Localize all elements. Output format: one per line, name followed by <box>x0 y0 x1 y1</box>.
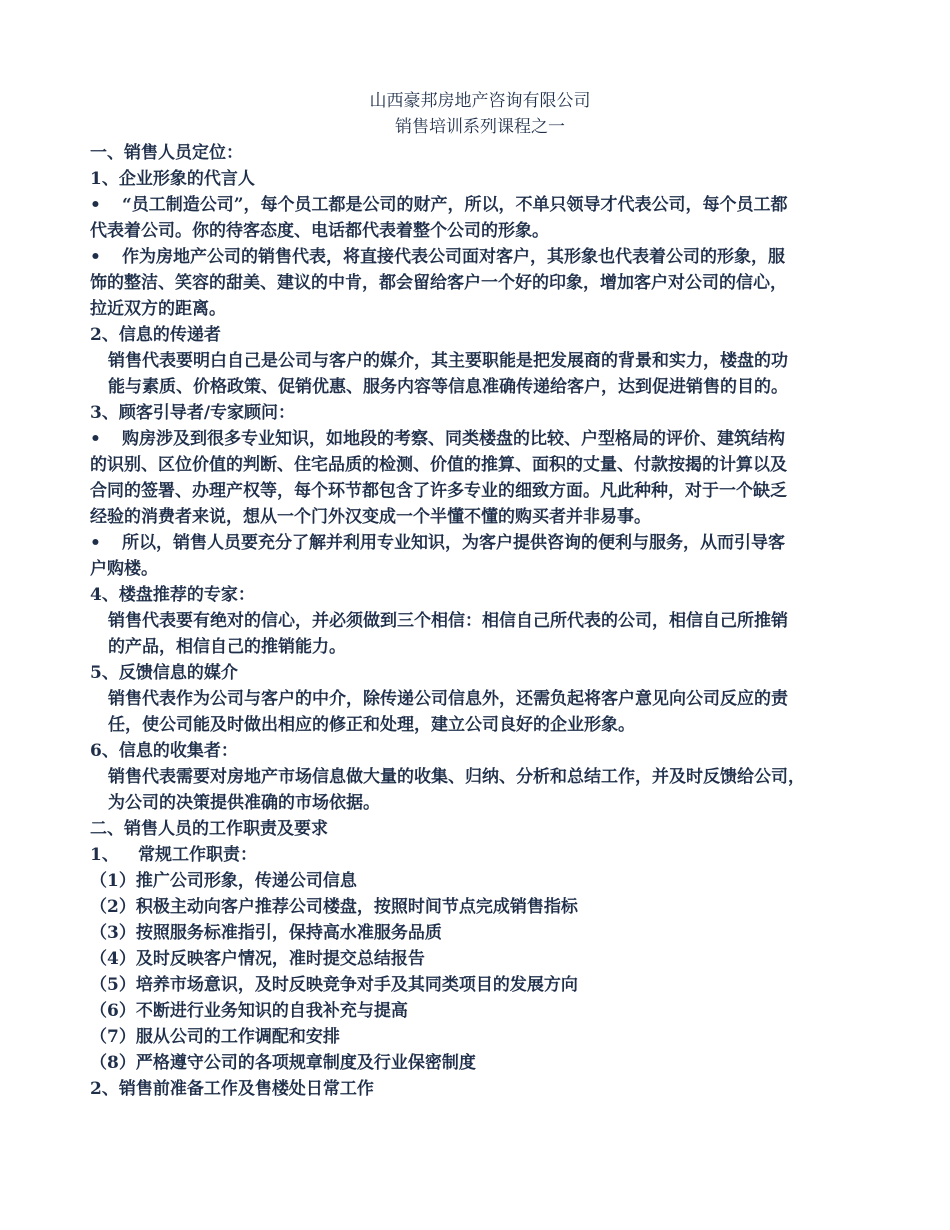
subsection-heading: 3、顾客引导者/专家顾问： <box>90 403 296 423</box>
list-item-text: 按照服务标准指引，保持高水准服务品质 <box>135 923 442 943</box>
section-heading: 一、销售人员定位： <box>90 143 243 163</box>
list-item-text: 培养市场意识，及时反映竞争对手及其同类项目的发展方向 <box>135 975 578 995</box>
paragraph-line: “员工制造公司”，每个员工都是公司的财产，所以，不单只领导才代表公司，每个员工都 <box>122 195 788 215</box>
list-item <box>90 1024 870 1050</box>
list-item <box>90 894 870 920</box>
paragraph-line: 销售代表需要对房地产市场信息做大量的收集、归纳、分析和总结工作，并及时反馈给公司， <box>108 767 805 787</box>
list-item <box>90 868 870 894</box>
subsection-heading: 4、楼盘推荐的专家： <box>90 585 255 605</box>
duty-heading <box>90 842 870 868</box>
bullet-paragraph <box>90 192 870 244</box>
paragraph-line: 为公司的决策提供准确的市场依据。 <box>108 793 380 813</box>
subsection-heading: 1、企业形象的代言人 <box>90 169 255 189</box>
section-heading: 二、销售人员的工作职责及要求 <box>90 819 328 839</box>
course-title: 销售培训系列课程之一 <box>395 117 565 137</box>
paragraph-line: 户购楼。 <box>90 559 158 579</box>
paragraph-line: 购房涉及到很多专业知识，如地段的考察、同类楼盘的比较、户型格局的评价、建筑结构 <box>122 429 785 449</box>
list-item-number: （4） <box>90 949 136 969</box>
list-item <box>90 920 870 946</box>
list-item-number: （3） <box>90 923 136 943</box>
list-item <box>90 972 870 998</box>
paragraph-line: 所以，销售人员要充分了解并利用专业知识，为客户提供咨询的便利与服务，从而引导客 <box>122 533 785 553</box>
paragraph-line: 能与素质、价格政策、促销优惠、服务内容等信息准确传递给客户，达到促进销售的目的。 <box>108 377 788 397</box>
paragraph-line: 任，使公司能及时做出相应的修正和处理，建立公司良好的企业形象。 <box>108 715 635 735</box>
duty-text: 常规工作职责： <box>138 845 257 865</box>
paragraph-line: 代表着公司。你的待客态度、电话都代表着整个公司的形象。 <box>90 221 549 241</box>
paragraph-line: 的产品，相信自己的推销能力。 <box>108 637 346 657</box>
list-item-number: （6） <box>90 1001 136 1021</box>
document-content <box>90 88 870 1102</box>
list-item-text: 积极主动向客户推荐公司楼盘，按照时间节点完成销售指标 <box>135 897 578 917</box>
list-item <box>90 946 870 972</box>
list-item <box>90 1050 870 1076</box>
company-title: 山西豪邦房地产咨询有限公司 <box>369 91 591 111</box>
list-item <box>90 998 870 1024</box>
bullet-paragraph <box>90 244 870 322</box>
bullet-symbol: • <box>90 247 101 267</box>
paragraph-line: 经验的消费者来说，想从一个门外汉变成一个半懂不懂的购买者并非易事。 <box>90 507 651 527</box>
paragraph-line: 的识别、区位价值的判断、住宅品质的检测、价值的推算、面积的丈量、付款按揭的计算以及 <box>90 455 787 475</box>
paragraph-line: 拉近双方的距离。 <box>90 299 226 319</box>
list-item-number: （2） <box>90 897 136 917</box>
list-item-text: 严格遵守公司的各项规章制度及行业保密制度 <box>135 1053 476 1073</box>
list-item-number: （8） <box>90 1053 136 1073</box>
paragraph-line: 合同的签署、办理产权等，每个环节都包含了许多专业的细致方面。凡此种种，对于一个缺乏 <box>90 481 787 501</box>
paragraph-line: 销售代表要明白自己是公司与客户的媒介，其主要职能是把发展商的背景和实力，楼盘的功 <box>108 351 788 371</box>
list-item-number: （5） <box>90 975 136 995</box>
bullet-paragraph <box>90 426 870 530</box>
list-item-number: （7） <box>90 1027 136 1047</box>
bullet-symbol: • <box>90 195 101 215</box>
list-item-text: 服从公司的工作调配和安排 <box>135 1027 340 1047</box>
list-item-number: （1） <box>90 871 136 891</box>
bullet-symbol: • <box>90 429 101 449</box>
list-item-text: 推广公司形象，传递公司信息 <box>135 871 357 891</box>
list-item-text: 及时反映客户情况，准时提交总结报告 <box>135 949 425 969</box>
list-item-text: 不断进行业务知识的自我补充与提高 <box>135 1001 408 1021</box>
subsection-heading: 2、信息的传递者 <box>90 325 221 345</box>
duty-number: 1、 <box>90 845 119 865</box>
subsection-heading: 6、信息的收集者： <box>90 741 238 761</box>
paragraph-line: 销售代表作为公司与客户的中介，除传递公司信息外，还需负起将客户意见向公司反应的责 <box>108 689 788 709</box>
paragraph-line: 饰的整洁、笑容的甜美、建议的中肯，都会留给客户一个好的印象，增加客户对公司的信心， <box>90 273 787 293</box>
bullet-paragraph <box>90 530 870 582</box>
paragraph-line: 作为房地产公司的销售代表，将直接代表公司面对客户，其形象也代表着公司的形象，服 <box>122 247 785 267</box>
duty-heading: 2、销售前准备工作及售楼处日常工作 <box>90 1079 374 1099</box>
subsection-heading: 5、反馈信息的媒介 <box>90 663 238 683</box>
bullet-symbol: • <box>90 533 101 553</box>
paragraph-line: 销售代表要有绝对的信心，并必须做到三个相信：相信自己所代表的公司，相信自己所推销 <box>108 611 788 631</box>
